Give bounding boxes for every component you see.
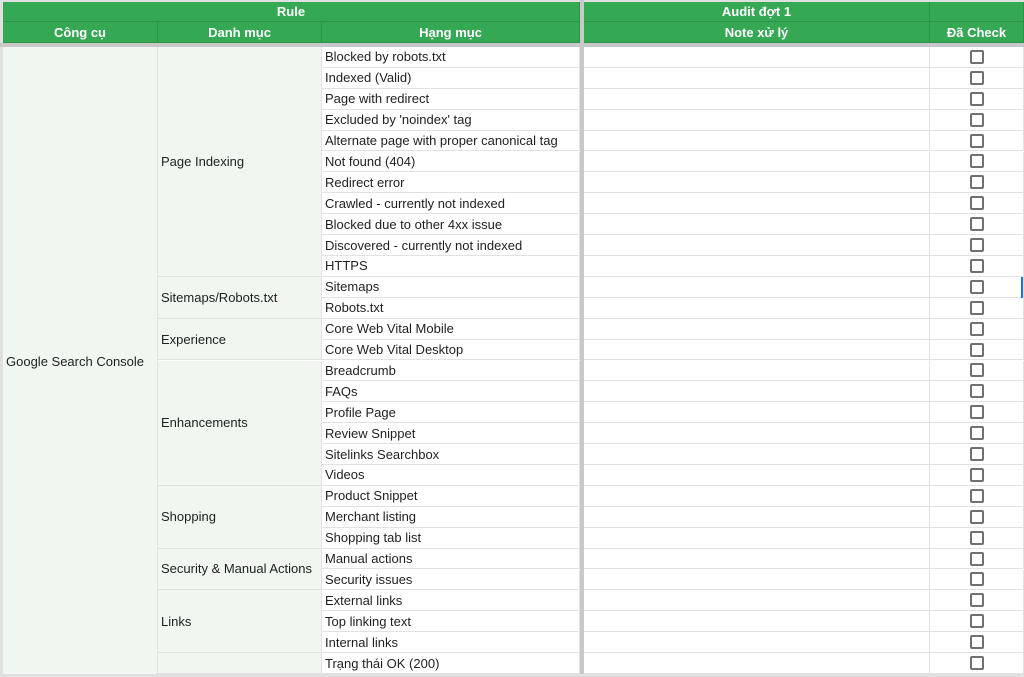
checked-cell[interactable] [930,465,1024,486]
checked-cell[interactable] [930,68,1024,89]
item-cell[interactable]: Alternate page with proper canonical tag [322,131,580,152]
item-cell[interactable]: Review Snippet [322,423,580,444]
header-group-rule[interactable]: Rule [3,2,580,22]
checkbox-icon[interactable] [970,280,984,294]
note-cell[interactable] [584,402,930,423]
checkbox-icon[interactable] [970,322,984,336]
note-cell[interactable] [584,507,930,528]
checked-cell[interactable] [930,131,1024,152]
item-cell[interactable]: Excluded by 'noindex' tag [322,110,580,131]
item-cell[interactable]: Manual actions [322,549,580,570]
checked-cell[interactable] [930,89,1024,110]
frozen-columns-divider[interactable] [580,0,584,677]
item-cell[interactable]: Shopping tab list [322,528,580,549]
note-cell[interactable] [584,68,930,89]
checkbox-icon[interactable] [970,50,984,64]
checked-cell[interactable] [930,193,1024,214]
checked-cell[interactable] [930,381,1024,402]
checkbox-icon[interactable] [970,468,984,482]
checkbox-icon[interactable] [970,405,984,419]
checkbox-icon[interactable] [970,71,984,85]
note-cell[interactable] [584,486,930,507]
note-cell[interactable] [584,465,930,486]
item-cell[interactable]: HTTPS [322,256,580,277]
checked-cell[interactable] [930,172,1024,193]
item-cell[interactable]: Top linking text [322,611,580,632]
checked-cell[interactable] [930,570,1024,591]
item-cell[interactable]: Videos [322,465,580,486]
checkbox-icon[interactable] [970,134,984,148]
category-cell[interactable]: Enhancements [158,361,322,486]
category-cell[interactable]: Page Indexing [158,47,322,277]
note-cell[interactable] [584,653,930,674]
header-col-item[interactable]: Hạng mục [322,22,580,43]
checkbox-icon[interactable] [970,614,984,628]
note-cell[interactable] [584,549,930,570]
checkbox-icon[interactable] [970,92,984,106]
checked-cell[interactable] [930,507,1024,528]
checked-cell[interactable] [930,152,1024,173]
checked-cell[interactable] [930,590,1024,611]
checkbox-icon[interactable] [970,301,984,315]
checkbox-icon[interactable] [970,531,984,545]
note-cell[interactable] [584,319,930,340]
note-cell[interactable] [584,256,930,277]
checked-cell[interactable] [930,47,1024,68]
item-cell[interactable]: Profile Page [322,402,580,423]
note-cell[interactable] [584,152,930,173]
category-cell[interactable]: Shopping [158,486,322,549]
note-cell[interactable] [584,632,930,653]
note-cell[interactable] [584,89,930,110]
item-cell[interactable]: FAQs [322,381,580,402]
checkbox-icon[interactable] [970,656,984,670]
checked-cell[interactable] [930,611,1024,632]
header-col-checked[interactable]: Đã Check [930,22,1024,43]
note-cell[interactable] [584,361,930,382]
note-cell[interactable] [584,214,930,235]
selection-edge-marker [1021,277,1023,298]
header-col-tool[interactable]: Công cụ [3,22,158,43]
checkbox-icon[interactable] [970,635,984,649]
checked-cell[interactable] [930,340,1024,361]
note-cell[interactable] [584,110,930,131]
checkbox-icon[interactable] [970,426,984,440]
note-cell[interactable] [584,131,930,152]
checkbox-icon[interactable] [970,552,984,566]
frozen-rows-divider[interactable] [0,43,1024,47]
note-cell[interactable] [584,590,930,611]
checked-cell[interactable] [930,632,1024,653]
item-cell[interactable]: Page with redirect [322,89,580,110]
checked-cell[interactable] [930,528,1024,549]
note-cell[interactable] [584,340,930,361]
note-cell[interactable] [584,277,930,298]
checkbox-icon[interactable] [970,384,984,398]
checkbox-icon[interactable] [970,363,984,377]
checked-cell[interactable] [930,298,1024,319]
note-cell[interactable] [584,570,930,591]
category-cell[interactable] [158,653,322,674]
item-cell[interactable]: Trạng thái OK (200) [322,653,580,674]
checked-cell[interactable] [930,256,1024,277]
checkbox-icon[interactable] [970,510,984,524]
checkbox-icon[interactable] [970,238,984,252]
checkbox-icon[interactable] [970,196,984,210]
checked-cell[interactable] [930,277,1024,298]
note-cell[interactable] [584,235,930,256]
checkbox-icon[interactable] [970,113,984,127]
header-group-audit-ext[interactable] [930,2,1024,22]
item-cell[interactable]: Merchant listing [322,507,580,528]
item-cell[interactable]: Blocked by robots.txt [322,47,580,68]
checkbox-icon[interactable] [970,593,984,607]
checked-cell[interactable] [930,549,1024,570]
item-cell[interactable]: Sitemaps [322,277,580,298]
item-cell[interactable]: Security issues [322,570,580,591]
header-group-audit[interactable]: Audit đợt 1 [584,2,930,22]
checkbox-icon[interactable] [970,572,984,586]
item-cell[interactable]: Blocked due to other 4xx issue [322,214,580,235]
checked-cell[interactable] [930,110,1024,131]
checked-cell[interactable] [930,486,1024,507]
checkbox-icon[interactable] [970,447,984,461]
checkbox-icon[interactable] [970,343,984,357]
item-cell[interactable]: Crawled - currently not indexed [322,193,580,214]
category-cell[interactable]: Sitemaps/Robots.txt [158,277,322,319]
checkbox-icon[interactable] [970,489,984,503]
checkbox-icon[interactable] [970,259,984,273]
note-cell[interactable] [584,423,930,444]
checked-cell[interactable] [930,423,1024,444]
checked-cell[interactable] [930,653,1024,674]
item-cell[interactable]: Discovered - currently not indexed [322,235,580,256]
item-cell[interactable]: Breadcrumb [322,361,580,382]
checkbox-icon[interactable] [970,175,984,189]
header-col-note[interactable]: Note xử lý [584,22,930,43]
note-cell[interactable] [584,381,930,402]
item-cell[interactable]: Core Web Vital Mobile [322,319,580,340]
checked-cell[interactable] [930,444,1024,465]
item-cell[interactable]: Not found (404) [322,152,580,173]
note-cell[interactable] [584,444,930,465]
checked-cell[interactable] [930,214,1024,235]
category-cell[interactable]: Experience [158,319,322,361]
item-cell[interactable]: Internal links [322,632,580,653]
note-cell[interactable] [584,47,930,68]
checkbox-icon[interactable] [970,154,984,168]
item-cell[interactable]: Indexed (Valid) [322,68,580,89]
item-cell[interactable]: Product Snippet [322,486,580,507]
checkbox-icon[interactable] [970,217,984,231]
tool-cell[interactable]: Google Search Console [3,47,158,677]
checked-cell[interactable] [930,402,1024,423]
category-cell[interactable]: Links [158,590,322,653]
item-cell[interactable]: Sitelinks Searchbox [322,444,580,465]
header-col-category[interactable]: Danh mục [158,22,322,43]
note-cell[interactable] [584,528,930,549]
note-cell[interactable] [584,611,930,632]
note-cell[interactable] [584,193,930,214]
note-cell[interactable] [584,298,930,319]
checked-cell[interactable] [930,319,1024,340]
checked-cell[interactable] [930,235,1024,256]
item-cell[interactable]: Robots.txt [322,298,580,319]
note-cell[interactable] [584,172,930,193]
item-cell[interactable]: External links [322,590,580,611]
item-cell[interactable]: Core Web Vital Desktop [322,340,580,361]
checked-cell[interactable] [930,361,1024,382]
item-cell[interactable]: Redirect error [322,172,580,193]
category-cell[interactable]: Security & Manual Actions [158,549,322,591]
